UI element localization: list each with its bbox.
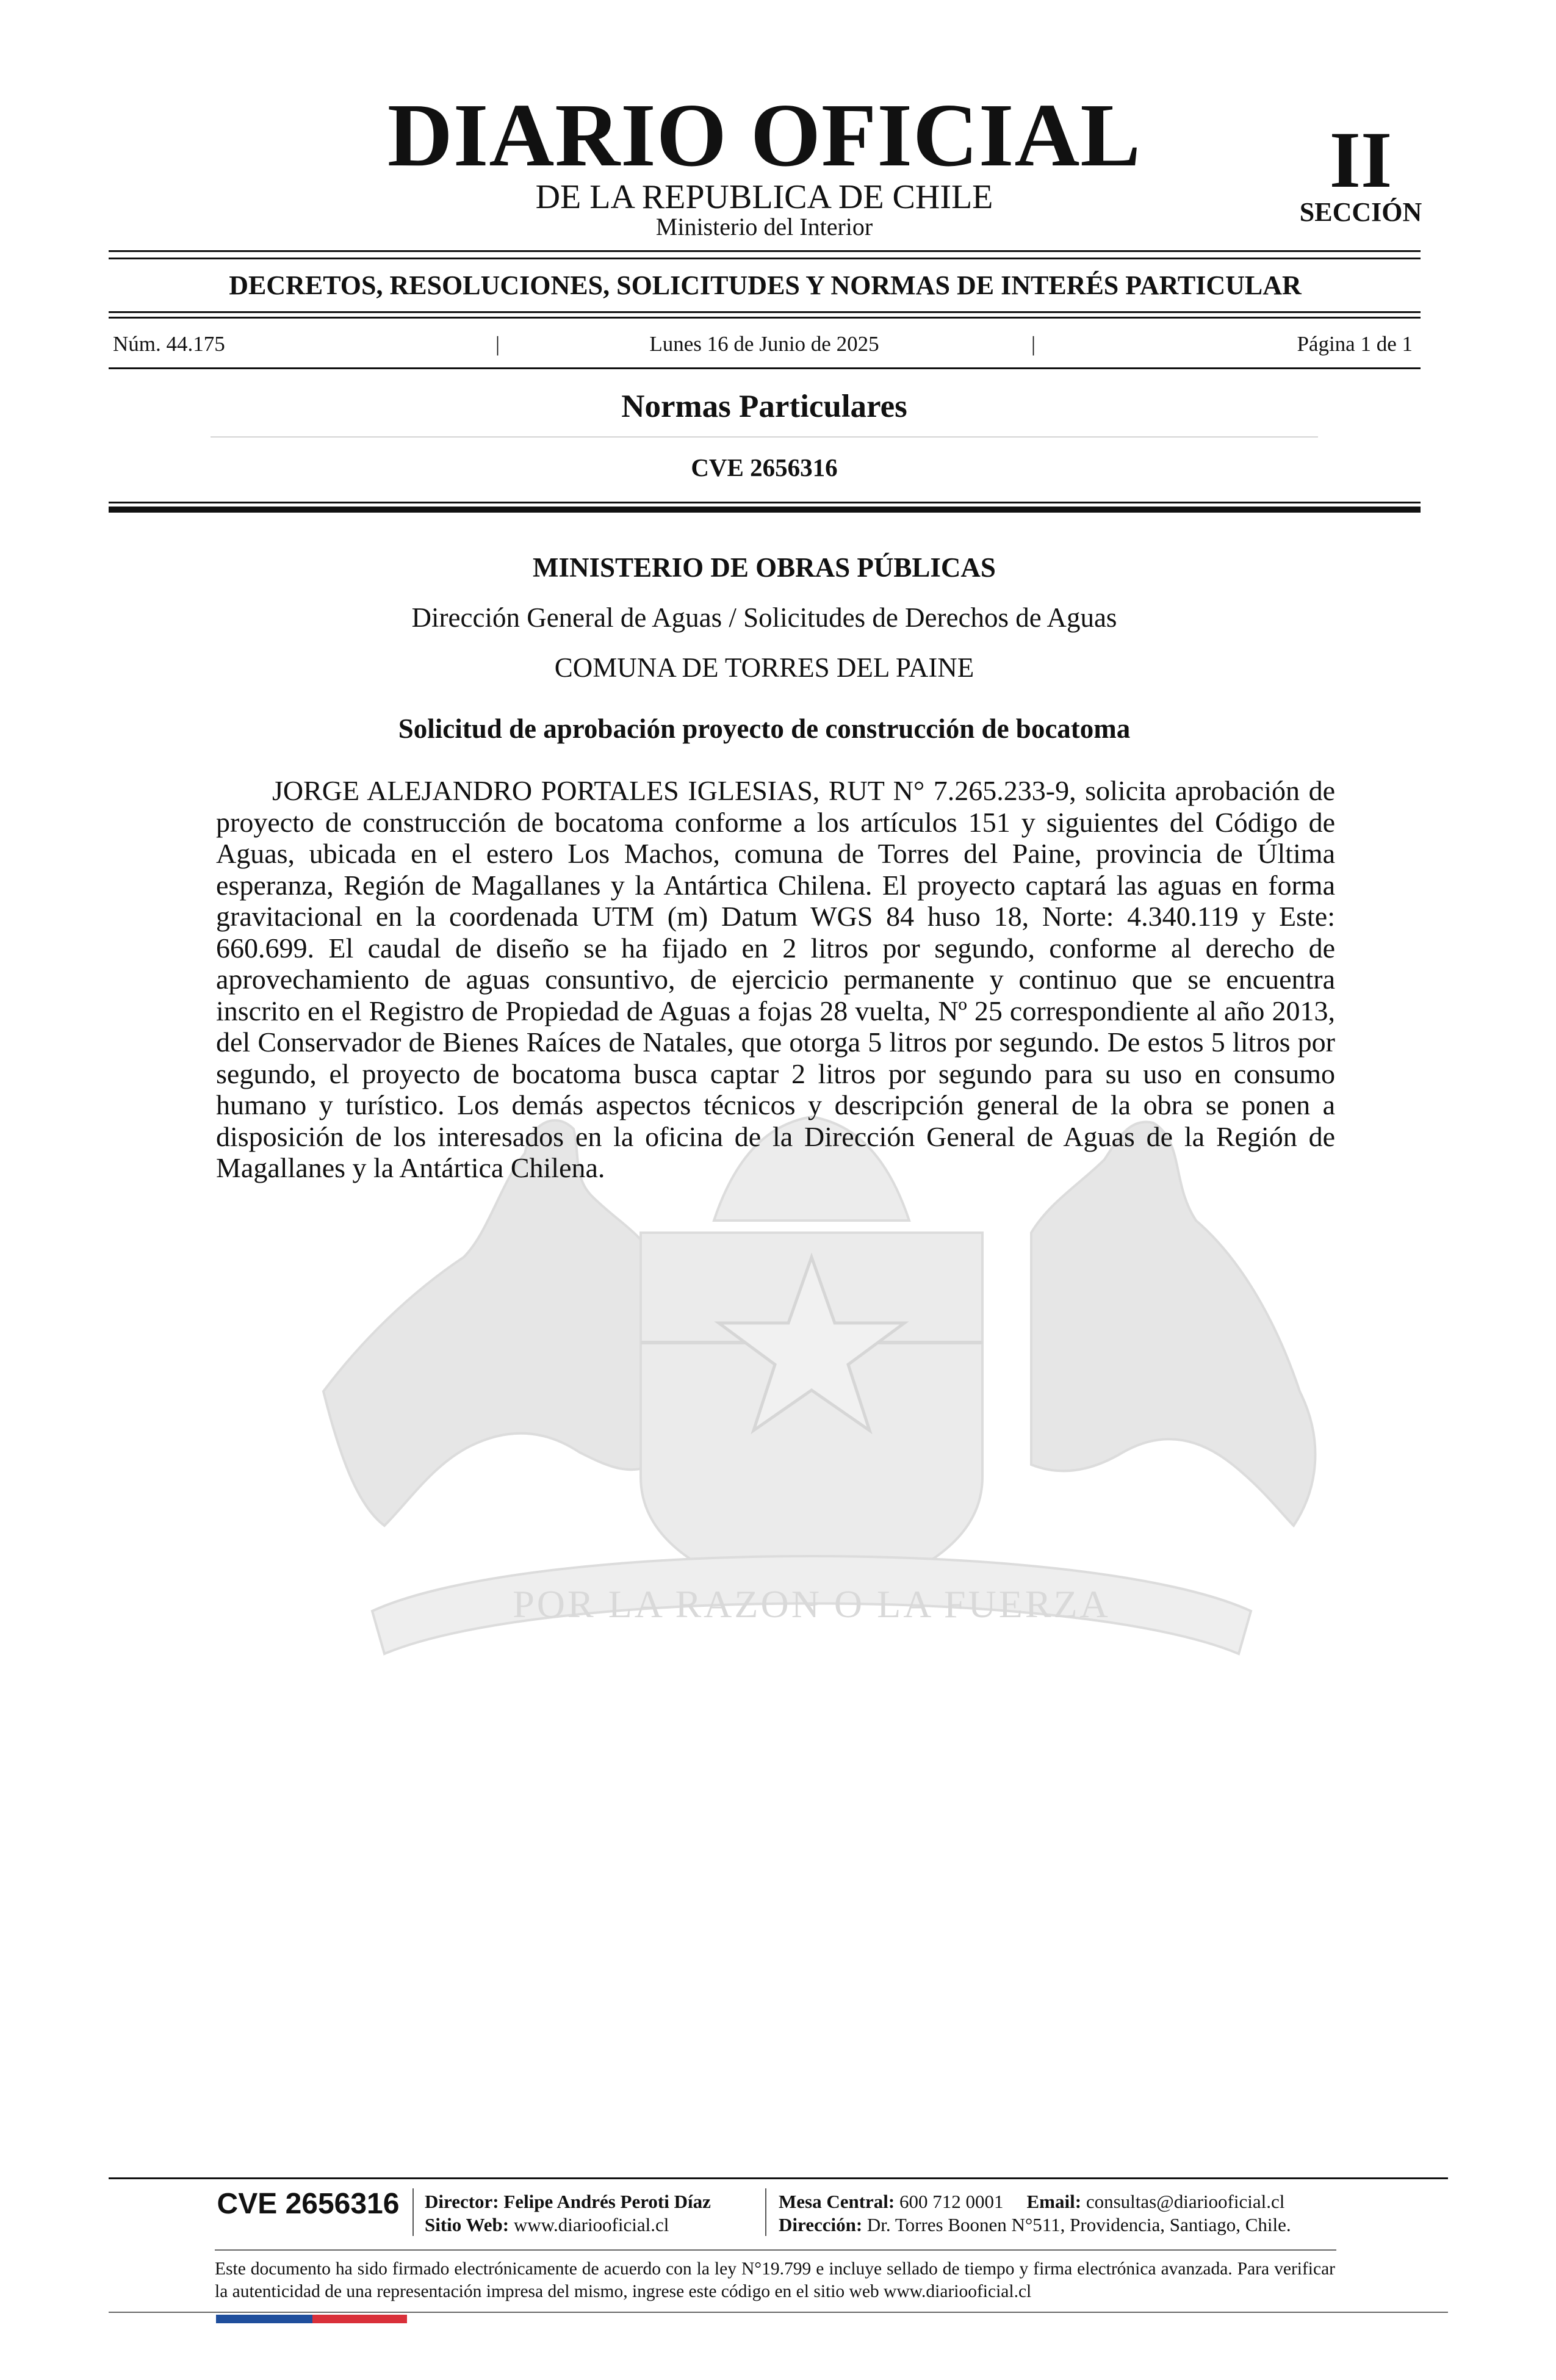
footer-rule-middle (215, 2249, 1336, 2251)
masthead-rule-top (109, 250, 1421, 252)
footer-director-block (425, 2190, 711, 2237)
flag-stripe-red (312, 2315, 407, 2323)
document-title: Solicitud de aprobación proyecto de construcción de bocatoma (398, 713, 1131, 744)
address: Dr. Torres Boonen N°511, Providencia, Santiago, Chile. (866, 2214, 1291, 2235)
motto-text: POR LA RAZON O LA FUERZA (513, 1582, 1111, 1626)
category-line: DECRETOS, RESOLUCIONES, SOLICITUDES Y NORMAS DE INTERÉS PARTICULAR (229, 270, 1302, 300)
website-link[interactable]: www.diariooficial.cl (513, 2214, 669, 2235)
page-count: Página 1 de 1 (1297, 332, 1413, 356)
section-heading: Normas Particulares (621, 389, 907, 424)
section-heading-underline (211, 436, 1318, 438)
ministry-name: MINISTERIO DE OBRAS PÚBLICAS (533, 552, 996, 583)
address-label: Dirección: (779, 2214, 863, 2235)
issue-date: Lunes 16 de Junio de 2025 (649, 332, 879, 356)
footer-rule-top (109, 2177, 1448, 2179)
website-label: Sitio Web: (425, 2214, 510, 2235)
issue-number: Núm. 44.175 (113, 332, 225, 356)
director-name: Felipe Andrés Peroti Díaz (503, 2191, 711, 2212)
category-rule-bottom (109, 317, 1421, 319)
section-label: SECCIÓN (1299, 197, 1422, 227)
masthead-title: DIARIO OFICIAL (387, 85, 1142, 186)
meta-separator: | (495, 332, 500, 356)
section-number: II (1329, 115, 1392, 204)
masthead-subtitle: DE LA REPUBLICA DE CHILE (535, 178, 993, 216)
meta-separator: | (1031, 332, 1036, 356)
footer-notice: Este documento ha sido firmado electrónicamente de acuerdo con la ley N°19.799 e incluye sellado de tiempo y firma electrónica avanzada. Para verificar la autenticidad de una representación impresa del mismo, ingrese este código en el sitio web www.diariooficial.cl (215, 2259, 1335, 2301)
meta-rule (109, 367, 1421, 369)
directorate: Dirección General de Aguas / Solicitudes de Derechos de Aguas (411, 602, 1117, 633)
email-link[interactable]: consultas@diariooficial.cl (1086, 2191, 1285, 2212)
category-rule-top (109, 311, 1421, 313)
header-rule-thin (109, 502, 1421, 503)
masthead-rule-bottom (109, 258, 1421, 259)
cve-heading: CVE 2656316 (691, 453, 838, 481)
director-label: Director: (425, 2191, 499, 2212)
flag-stripe-blue (216, 2315, 312, 2323)
header-rule-thick (109, 507, 1421, 513)
commune: COMUNA DE TORRES DEL PAINE (554, 652, 974, 683)
footer-cve: CVE 2656316 (217, 2188, 400, 2220)
phone-number: 600 712 0001 (899, 2191, 1004, 2212)
document-body: JORGE ALEJANDRO PORTALES IGLESIAS, RUT N° 7.265.233-9, solicita aprobación de proyecto de construcción de bocatoma conforme a los artículos 151 y siguientes del Código de Aguas, ubicada en el estero Los Machos, comuna de Torres del Paine, provincia de Última esperanza, Región de Magallanes y la Antártica Chilena. El proyecto captará las aguas en forma gravitacional en la coordenada UTM (m) Datum WGS 84 huso 18, Norte: 4.340.119 y Este: 660.699. El caudal de diseño se ha fijado en 2 litros por segundo, conforme al derecho de aprovechamiento de aguas consuntivo, de ejercicio permanente y continuo que se encuentra inscrito en el Registro de Propiedad de Aguas a fojas 28 vuelta, Nº 25 correspondiente al año 2013, del Conservador de Bienes Raíces de Natales, que otorga 5 litros por segundo. De estos 5 litros por segundo, el proyecto de bocatoma busca captar 2 litros por segundo para su uso en consumo humano y turístico. Los demás aspectos técnicos y descripción general de la obra se ponen a disposición de los interesados en la oficina de la Dirección General de Aguas de la Región de Magallanes y la Antártica Chilena. (216, 775, 1335, 1183)
footer-rule-bottom (109, 2312, 1448, 2313)
footer-divider (412, 2188, 414, 2236)
phone-label: Mesa Central: (779, 2191, 895, 2212)
footer-contact-block (779, 2190, 1291, 2237)
email-label: Email: (1026, 2191, 1082, 2212)
masthead-ministry: Ministerio del Interior (655, 213, 873, 240)
footer-divider (765, 2188, 766, 2236)
